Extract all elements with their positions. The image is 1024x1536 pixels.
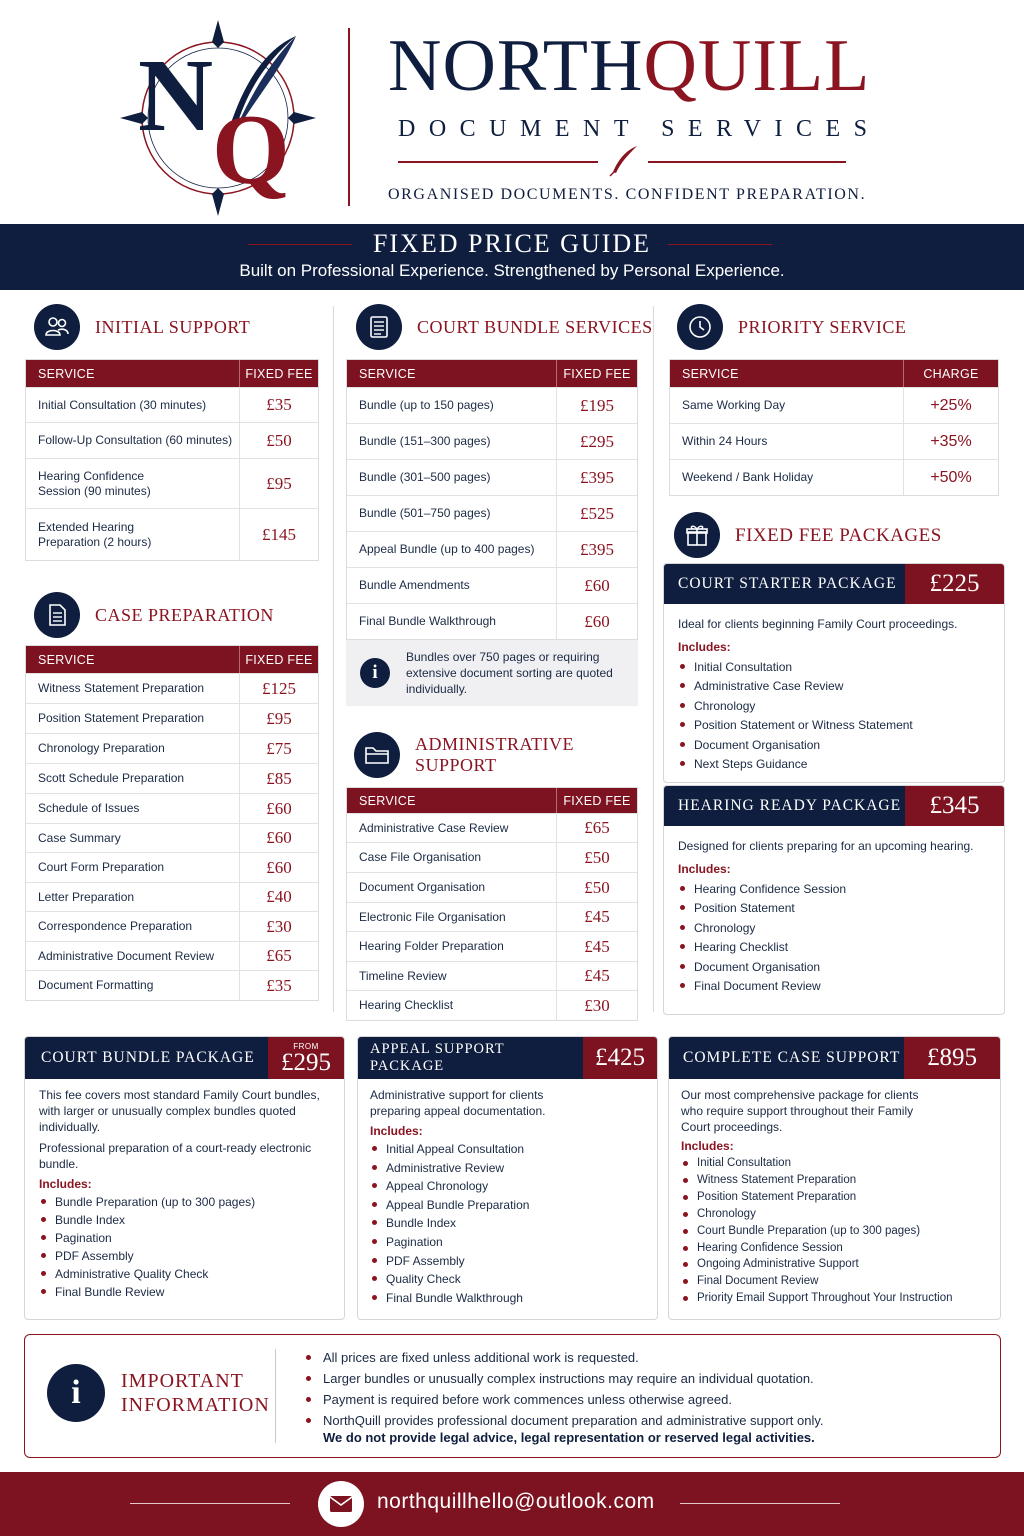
list-item: Hearing Checklist: [678, 938, 990, 957]
service-name: Bundle (151–300 pages): [359, 434, 491, 448]
package-name: COURT BUNDLE PACKAGE: [25, 1037, 268, 1079]
service-name: Schedule of Issues: [38, 801, 140, 815]
service-name: Court Form Preparation: [38, 860, 165, 874]
table-row: [26, 508, 318, 560]
priority-table: [669, 359, 999, 496]
brand-name-north: NORTH: [388, 25, 644, 107]
list-item: Document Organisation: [678, 736, 990, 755]
brand-name-quill: QUILL: [643, 25, 871, 107]
tagline: ORGANISED DOCUMENTS. CONFIDENT PREPARATION.: [388, 186, 867, 203]
service-fee: £295: [556, 424, 637, 459]
table-row: [347, 872, 637, 902]
section-title: FIXED FEE PACKAGES: [735, 524, 942, 546]
brand-name: [388, 26, 870, 106]
table-row: [347, 423, 637, 459]
brand-subtitle: DOCUMENT SERVICES: [398, 116, 881, 142]
list-item: PDF Assembly: [370, 1252, 643, 1271]
column-header-fee: FIXED FEE: [556, 788, 637, 813]
table-row: [26, 673, 318, 703]
table-row: [347, 931, 637, 961]
service-fee: £60: [556, 604, 637, 639]
table-row: [347, 813, 637, 842]
list-item: Appeal Bundle Preparation: [370, 1196, 643, 1215]
table-header: [347, 788, 637, 813]
admin-support-table: [346, 787, 638, 1021]
service-name: Hearing Checklist: [359, 998, 454, 1012]
monogram-q: Q: [212, 94, 290, 205]
table-row: [26, 422, 318, 458]
service-name: Administrative Document Review: [38, 948, 215, 963]
table-row: [347, 902, 637, 931]
service-name: Case Summary: [38, 830, 121, 845]
list-item: Initial Consultation: [681, 1155, 986, 1172]
package-description: This fee covers most standard Family Court bundles, with larger or unusually complex bundles quoted individually.: [39, 1088, 320, 1134]
service-fee: £95: [239, 459, 318, 508]
table-row: [347, 961, 637, 990]
list-item: Initial Appeal Consultation: [370, 1140, 643, 1159]
feather-icon: [605, 142, 641, 178]
list-item: Final Document Review: [681, 1273, 986, 1290]
service-fee: £45: [556, 932, 637, 961]
footer: [0, 1472, 1024, 1536]
service-fee: £50: [556, 873, 637, 902]
table-row: [26, 458, 318, 508]
service-name: Case File Organisation: [359, 850, 482, 864]
service-name: Position Statement Preparation: [38, 711, 205, 725]
list-item: Priority Email Support Throughout Your Instruction: [681, 1290, 986, 1307]
header: [0, 0, 1024, 224]
service-name: Correspondence Preparation: [38, 919, 193, 933]
list-item: Position Statement Preparation: [681, 1189, 986, 1206]
legal-disclaimer: We do not provide legal advice, legal representation or reserved legal activities.: [323, 1430, 815, 1445]
service-fee: £145: [239, 509, 318, 560]
table-row: [26, 733, 318, 763]
package-items: [370, 1140, 643, 1307]
table-row: [347, 842, 637, 872]
package-body: [664, 826, 1004, 996]
initial-support-heading: [34, 304, 250, 350]
bundle-note: [346, 640, 638, 706]
column-header-service: SERVICE: [38, 366, 95, 381]
service-name: Bundle Amendments: [359, 578, 470, 592]
package-header: [669, 1037, 1000, 1079]
table-header: [26, 360, 318, 387]
table-row: [347, 531, 637, 567]
initial-support-table: [25, 359, 319, 561]
header-divider: [348, 28, 350, 206]
service-fee: £50: [239, 423, 318, 458]
service-name: Document Formatting: [38, 978, 154, 992]
table-row: [26, 793, 318, 823]
list-item: Chronology: [678, 919, 990, 938]
table-header: [670, 360, 998, 387]
package-price: [268, 1037, 344, 1079]
list-item: Quality Check: [370, 1270, 643, 1289]
service-fee: £35: [239, 388, 318, 422]
service-name: Appeal Bundle (up to 400 pages): [359, 542, 535, 556]
table-row: [347, 495, 637, 531]
service-fee: £45: [556, 962, 637, 990]
package-body: [664, 604, 1004, 774]
important-information-box: [24, 1334, 1001, 1458]
service-name: Administrative Case Review: [359, 820, 509, 835]
fixed-fee-packages-heading: [674, 512, 942, 558]
case-preparation-table: [25, 645, 319, 1001]
list-item: Payment is required before work commences unless otherwise agreed.: [305, 1389, 824, 1410]
important-items: [305, 1347, 824, 1431]
service-name: Document Organisation: [359, 880, 486, 894]
column-separator: [333, 306, 334, 1012]
court-bundle-table: [346, 359, 638, 640]
includes-label: Includes:: [678, 862, 731, 876]
column-header-service: SERVICE: [38, 652, 95, 667]
package-header: [664, 786, 1004, 826]
service-fee: £65: [239, 942, 318, 970]
price-value: £295: [281, 1048, 331, 1076]
service-fee: £195: [556, 388, 637, 423]
list-item: Administrative Quality Check: [39, 1265, 330, 1283]
service-name: Within 24 Hours: [682, 434, 768, 448]
service-fee: £30: [556, 991, 637, 1020]
service-fee: £395: [556, 532, 637, 567]
priority-service-heading: [677, 304, 906, 350]
service-name: Initial Consultation (30 minutes): [38, 397, 207, 412]
footer-rule-right: [680, 1503, 840, 1504]
package-description: Our most comprehensive package for clients who require support throughout their Family Court proceedings.: [681, 1088, 919, 1134]
service-name: Electronic File Organisation: [359, 909, 506, 924]
column-header-fee: FIXED FEE: [239, 360, 318, 387]
service-fee: £395: [556, 460, 637, 495]
table-row: [26, 970, 318, 1000]
list-item: Witness Statement Preparation: [681, 1172, 986, 1189]
monogram-n: N: [138, 38, 214, 153]
appeal-support-package: [357, 1036, 658, 1320]
table-row: [26, 703, 318, 733]
package-items: [678, 880, 990, 996]
service-name: Timeline Review: [359, 968, 447, 983]
service-name: Letter Preparation: [38, 889, 135, 904]
table-row: [670, 459, 998, 495]
package-price: £225: [905, 564, 1004, 604]
service-name: Bundle (301–500 pages): [359, 470, 491, 484]
court-starter-package: [663, 563, 1005, 783]
important-divider: [275, 1349, 276, 1443]
list-item: Final Bundle Walkthrough: [370, 1289, 643, 1308]
package-description: Ideal for clients beginning Family Court proceedings.: [678, 617, 958, 631]
contact-email-link[interactable]: northquillhello@outlook.com: [377, 1490, 655, 1513]
price-from-label: FROM: [293, 1041, 319, 1051]
list-item: Pagination: [39, 1229, 330, 1247]
package-price: £425: [583, 1037, 657, 1079]
service-charge: +50%: [903, 460, 998, 495]
section-title: CASE PREPARATION: [95, 604, 274, 625]
court-bundle-heading: [356, 304, 653, 350]
service-fee: £60: [556, 568, 637, 603]
service-name: Scott Schedule Preparation: [38, 771, 185, 785]
document-icon: [34, 592, 80, 638]
package-price: £895: [904, 1037, 1000, 1079]
package-items: [39, 1193, 330, 1301]
service-fee: £75: [239, 734, 318, 763]
list-item: Position Statement: [678, 899, 990, 918]
service-fee: £85: [239, 764, 318, 793]
package-name: COURT STARTER PACKAGE: [664, 564, 905, 604]
list-item: Document Organisation: [678, 958, 990, 977]
list-item: Administrative Review: [370, 1159, 643, 1178]
service-fee: £95: [239, 704, 318, 733]
table-row: [26, 852, 318, 882]
table-row: [670, 387, 998, 423]
package-header: [25, 1037, 344, 1079]
table-row: [26, 823, 318, 852]
important-title: [121, 1369, 270, 1417]
table-header: [26, 646, 318, 673]
list-item: Court Bundle Preparation (up to 300 pages): [681, 1223, 986, 1240]
list-item: Final Document Review: [678, 977, 990, 996]
table-row: [670, 423, 998, 459]
table-row: [347, 387, 637, 423]
package-body: [25, 1079, 344, 1301]
table-row: [347, 603, 637, 639]
table-row: [347, 459, 637, 495]
service-name: Bundle (501–750 pages): [359, 506, 491, 520]
service-name: Chronology Preparation: [38, 741, 165, 755]
column-header-service: SERVICE: [359, 366, 416, 381]
package-name: HEARING READY PACKAGE: [664, 786, 905, 826]
service-name: Final Bundle Walkthrough: [359, 614, 496, 628]
consultation-icon: [34, 304, 80, 350]
package-description: Professional preparation of a court-ready electronic bundle.: [39, 1141, 312, 1171]
hearing-ready-package: [663, 785, 1005, 1015]
brand-rule-right: [648, 161, 846, 163]
package-items: [681, 1155, 986, 1307]
includes-label: Includes:: [681, 1139, 734, 1153]
table-row: [26, 882, 318, 911]
service-fee: £65: [556, 814, 637, 842]
list-item: Hearing Confidence Session: [678, 880, 990, 899]
package-header: [358, 1037, 657, 1079]
table-row: [347, 990, 637, 1020]
service-charge: +35%: [903, 424, 998, 459]
list-item: Bundle Preparation (up to 300 pages): [39, 1193, 330, 1211]
note-text: Bundles over 750 pages or requiring extensive document sorting are quoted individually.: [406, 650, 613, 696]
package-description: Designed for clients preparing for an upcoming hearing.: [678, 839, 974, 853]
list-item: All prices are fixed unless additional work is requested.: [305, 1347, 824, 1368]
list-item: Ongoing Administrative Support: [681, 1256, 986, 1273]
table-row: [26, 941, 318, 970]
list-item: Final Bundle Review: [39, 1283, 330, 1301]
footer-rule-left: [130, 1503, 290, 1504]
list-item: Chronology: [678, 697, 990, 716]
service-name: Follow-Up Consultation (60 minutes): [38, 433, 233, 447]
service-name: Witness Statement Preparation: [38, 681, 205, 695]
admin-support-heading: [354, 732, 574, 778]
table-row: [347, 567, 637, 603]
column-separator: [653, 306, 654, 1012]
package-header: [664, 564, 1004, 604]
list-item: Bundle Index: [39, 1211, 330, 1229]
court-bundle-package: [24, 1036, 345, 1320]
info-icon: i: [47, 1364, 105, 1422]
section-title: INITIAL SUPPORT: [95, 316, 251, 337]
list-item: Appeal Chronology: [370, 1177, 643, 1196]
service-fee: £40: [239, 883, 318, 911]
column-header-service: SERVICE: [682, 366, 739, 381]
info-icon: i: [360, 658, 390, 688]
section-title: COURT BUNDLE SERVICES: [417, 316, 653, 337]
list-item: Initial Consultation: [678, 658, 990, 677]
service-fee: £60: [239, 853, 318, 882]
package-body: [358, 1079, 657, 1307]
page-title: FIXED PRICE GUIDE: [372, 229, 652, 258]
includes-label: Includes:: [370, 1124, 423, 1138]
section-title: PRIORITY SERVICE: [738, 316, 907, 337]
clock-icon: [677, 304, 723, 350]
service-name: Hearing Folder Preparation: [359, 939, 504, 953]
gift-icon: [674, 512, 720, 558]
service-fee: £525: [556, 496, 637, 531]
title-banner: [0, 224, 1024, 290]
service-name: Hearing Confidence Session (90 minutes): [38, 468, 151, 498]
service-fee: £60: [239, 794, 318, 823]
section-title: [415, 734, 574, 776]
service-name: Weekend / Bank Holiday: [682, 470, 814, 484]
table-header: [347, 360, 637, 387]
package-items: [678, 658, 990, 774]
list-item: Administrative Case Review: [678, 677, 990, 696]
service-fee: £35: [239, 971, 318, 1000]
includes-label: Includes:: [39, 1177, 92, 1191]
package-description: Administrative support for clients preparing appeal documentation.: [370, 1088, 546, 1118]
important-title-line: IMPORTANT: [121, 1370, 244, 1392]
bundle-document-icon: [356, 304, 402, 350]
column-header-charge: CHARGE: [903, 360, 998, 387]
service-fee: £50: [556, 843, 637, 872]
list-item: Pagination: [370, 1233, 643, 1252]
column-header-fee: FIXED FEE: [239, 646, 318, 673]
column-header-fee: FIXED FEE: [556, 360, 637, 387]
service-name: Same Working Day: [682, 398, 786, 412]
list-item: Chronology: [681, 1206, 986, 1223]
list-item: PDF Assembly: [39, 1247, 330, 1265]
table-row: [26, 763, 318, 793]
list-item: Hearing Confidence Session: [681, 1240, 986, 1257]
package-name: COMPLETE CASE SUPPORT: [669, 1037, 904, 1079]
envelope-icon: [318, 1481, 364, 1527]
complete-case-support-package: [668, 1036, 1001, 1320]
list-item: NorthQuill provides professional document preparation and administrative support only.: [305, 1410, 824, 1431]
list-item: Bundle Index: [370, 1214, 643, 1233]
package-body: [669, 1079, 1000, 1307]
page-subtitle: Built on Professional Experience. Strengthened by Personal Experience.: [239, 261, 785, 280]
service-fee: £30: [239, 912, 318, 941]
service-fee: £60: [239, 824, 318, 852]
table-row: [26, 911, 318, 941]
brand-rule-left: [398, 161, 598, 163]
important-title-line: INFORMATION: [121, 1394, 270, 1416]
list-item: Larger bundles or unusually complex instructions may require an individual quotation.: [305, 1368, 824, 1389]
package-price: £345: [905, 786, 1004, 826]
package-name: APPEAL SUPPORT PACKAGE: [358, 1037, 583, 1079]
service-fee: £45: [556, 903, 637, 931]
column-header-service: SERVICE: [359, 793, 416, 808]
folder-icon: [354, 732, 400, 778]
includes-label: Includes:: [678, 640, 731, 654]
list-item: Position Statement or Witness Statement: [678, 716, 990, 735]
service-charge: +25%: [903, 388, 998, 423]
section-title-line: SUPPORT: [415, 755, 497, 775]
service-name: Bundle (up to 150 pages): [359, 398, 494, 412]
service-name: Extended Hearing Preparation (2 hours): [38, 519, 152, 549]
case-preparation-heading: [34, 592, 274, 638]
service-fee: £125: [239, 674, 318, 703]
table-row: [26, 387, 318, 422]
list-item: Next Steps Guidance: [678, 755, 990, 774]
section-title-line: ADMINISTRATIVE: [415, 734, 574, 754]
